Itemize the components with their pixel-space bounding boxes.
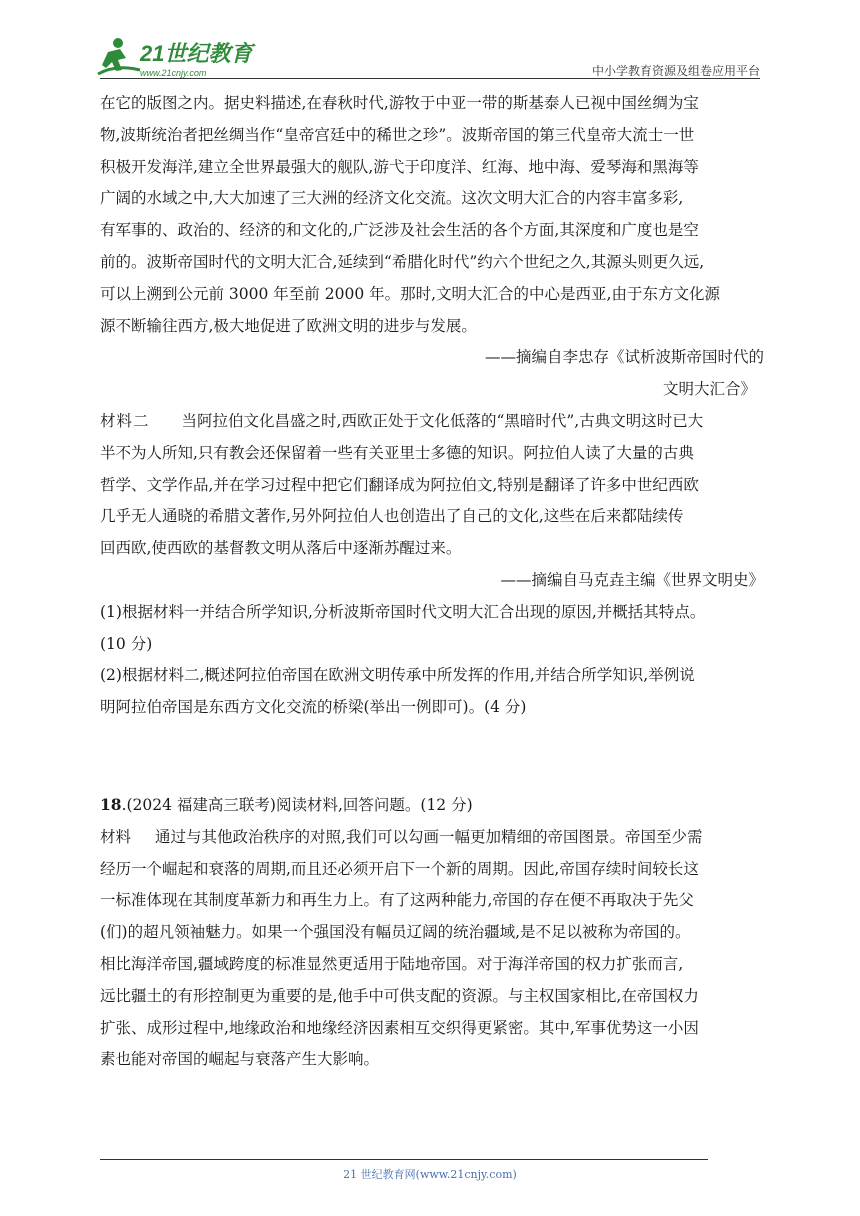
logo — [96, 34, 266, 80]
footer-rule — [100, 1159, 708, 1160]
q18-line: 素也能对帝国的崛起与衰落产生大影响。 — [100, 1050, 380, 1069]
question-1: (1)根据材料一并结合所学知识,分析波斯帝国时代文明大汇合出现的原因,并概括其特点。 — [100, 602, 706, 621]
material2-line: 半不为人所知,只有教会还保留着一些有关亚里士多德的知识。阿拉伯人读了大量的古典 — [100, 443, 694, 462]
material2-label: 材料二 — [100, 411, 150, 430]
logo-text: 21世纪教育 — [140, 41, 253, 66]
page-header — [96, 30, 760, 80]
material1-line: 在它的版图之内。据史料描述,在春秋时代,游牧于中亚一带的斯基泰人已视中国丝绸为宝 — [100, 94, 699, 112]
material2-line: 回西欧,使西欧的基督教文明从落后中逐渐苏醒过来。 — [100, 539, 462, 558]
q18-number: 18 — [100, 794, 122, 814]
q18-title: 18.(2024 福建高三联考)阅读材料,回答问题。(12 分) — [100, 794, 473, 814]
q18-line: (们)的超凡领袖魅力。如果一个强国没有幅员辽阔的统治疆域,是不足以被称为帝国的。 — [100, 923, 691, 942]
material2-line: 几乎无人通晓的希腊文著作,另外阿拉伯人也创造出了自己的文化,这些在后来都陆续传 — [100, 507, 684, 526]
material1-line: 前的。波斯帝国时代的文明大汇合,延续到“希腊化时代”约六个世纪之久,其源头则更久远, — [100, 252, 705, 271]
footer[interactable]: 21 世纪教育网(www.21cnjy.com) — [343, 1168, 517, 1181]
runner-icon — [98, 38, 140, 74]
material2-source: ——摘编自马克垚主编《世界文明史》 — [500, 570, 764, 589]
q18-line: 经历一个崛起和衰落的周期,而且还必须开启下一个新的周期。因此,帝国存续时间较长这 — [100, 859, 699, 878]
material2-line: 哲学、文学作品,并在学习过程中把它们翻译成为阿拉伯文,特别是翻译了许多中世纪西欧 — [100, 475, 699, 494]
material1-line: 可以上溯到公元前 3000 年至前 2000 年。那时,文明大汇合的中心是西亚,由于东方文化源 — [100, 284, 720, 303]
material1-line: 有军事的、政治的、经济的和文化的,广泛涉及社会生活的各个方面,其深度和广度也是空 — [100, 221, 699, 240]
material1-line: 广阔的水域之中,大大加速了三大洲的经济文化交流。这次文明大汇合的内容丰富多彩, — [100, 189, 684, 208]
answer-space — [100, 724, 764, 789]
site-name: 中小学教育资源及组卷应用平台 — [591, 64, 760, 78]
q18-line: 相比海洋帝国,疆域跨度的标准显然更适用于陆地帝国。对于海洋帝国的权力扩张而言, — [100, 954, 684, 973]
material1-source-cont: 文明大汇合》 — [662, 380, 756, 399]
material1-line: 物,波斯统治者把丝绸当作“皇帝宫廷中的稀世之珍”。波斯帝国的第三代皇帝大流士一世 — [100, 125, 695, 144]
question-2-cont: 明阿拉伯帝国是东西方文化交流的桥梁(举出一例即可)。(4 分) — [100, 698, 527, 717]
q18-line: 材料 通过与其他政治秩序的对照,我们可以勾画一幅更加精细的帝国图景。帝国至少需 — [100, 827, 703, 846]
material1-line: 源不断输往西方,极大地促进了欧洲文明的进步与发展。 — [100, 316, 477, 335]
question-1-score: (10 分) — [100, 634, 153, 653]
material2-line: 材料二 当阿拉伯文化昌盛之时,西欧正处于文化低落的“黑暗时代”,古典文明这时已大 — [100, 411, 704, 430]
page-content — [100, 88, 764, 1076]
header-rule — [100, 78, 760, 79]
q18-label: 材料 — [100, 827, 132, 846]
material1-source: ——摘编自李忠存《试析波斯帝国时代的 — [484, 348, 764, 367]
material1-line: 积极开发海洋,建立全世界最强大的舰队,游弋于印度洋、红海、地中海、爱琴海和黑海等 — [100, 157, 699, 176]
q18-line: 远比疆土的有形控制更为重要的是,他手中可供支配的资源。与主权国家相比,在帝国权力 — [100, 986, 699, 1005]
q18-line: 一标准体现在其制度革新力和再生力上。有了这两种能力,帝国的存在便不再取决于先父 — [100, 891, 694, 910]
logo-url: www.21cnjy.com — [140, 68, 207, 78]
question-2: (2)根据材料二,概述阿拉伯帝国在欧洲文明传承中所发挥的作用,并结合所学知识,举例说 — [100, 666, 695, 685]
q18-line: 扩张、成形过程中,地缘政治和地缘经济因素相互交织得更紧密。其中,军事优势这一小因 — [100, 1018, 699, 1037]
